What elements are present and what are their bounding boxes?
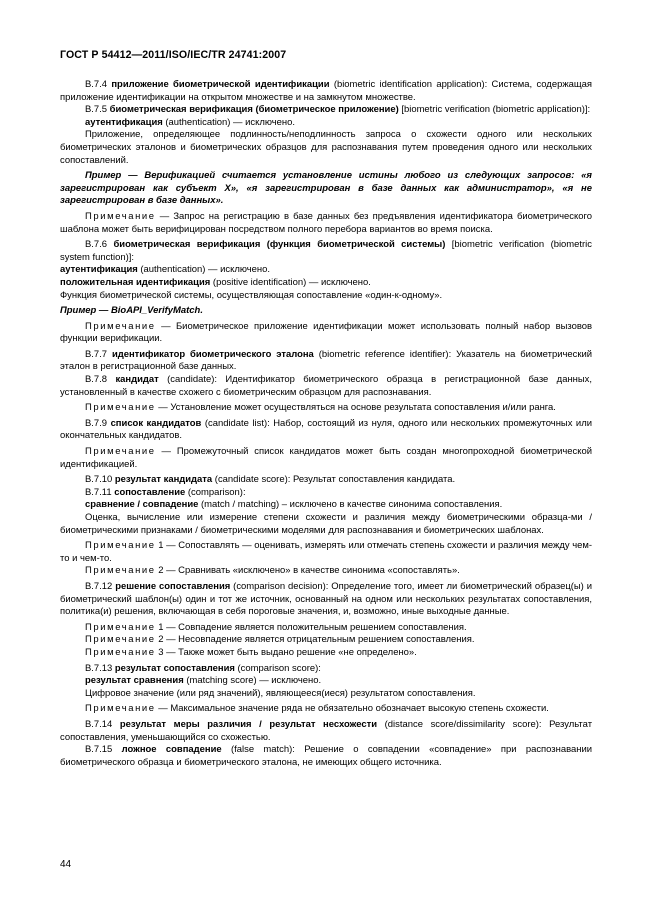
entry-b75: В.7.5 биометрическая верификация (биометрическое приложение) [biometric verification (biometric application)]: (85, 104, 591, 116)
entry-b79: В.7.9 список кандидатов (candidate list): Набор, состоящий из нуля, одного или нескольких промежуточных или окончательных кандидатов. (60, 417, 592, 442)
document-body (60, 79, 592, 769)
term: результат кандидата (114, 474, 213, 486)
term: ложное совпадение (121, 744, 222, 756)
synonym-line: результат сравнения (matching score) — исключено. (85, 675, 322, 687)
entry-b74: В.7.4 приложение биометрической идентификации (biometric identification application): Система, содержащая приложение идентификации на открытом множестве и на замкнутом множестве. (60, 79, 592, 103)
note: Примечание — Запрос на регистрацию в базе данных без предъявления идентификатора биометрического шаблона может быть верифицирован посредством полного перебора вариантов во время поиска. (60, 210, 592, 235)
example: Пример — BioAPI_VerifyMatch. (60, 305, 203, 317)
note: Примечание 2 — Несовпадение является отрицательным решением сопоставления. (85, 634, 475, 646)
page-number: 44 (60, 859, 72, 870)
term: приложение биометрической идентификации (111, 79, 330, 90)
definition-text: Оценка, вычисление или измерение степени схожести и различия между биометрическими образца-ми / биометрическими признаками / биометрическими моделями для распознавания и биометрических шаблонах. (60, 512, 592, 536)
definition-text: Цифровое значение (или ряд значений), являющееся(иеся) результатом сопоставления. (85, 687, 476, 699)
term: сопоставление (114, 486, 186, 498)
synonym-line: положительная идентификация (positive identification) — исключено. (60, 276, 371, 288)
entry-b714: В.7.14 результат меры различия / результат несхожести (distance score/dissimilarity score): Результат сопоставления, уменьшающийся со схожестью. (60, 718, 593, 743)
note: Примечание — Биометрическое приложение идентификации может использовать полный набор вызовов функции верификации. (60, 320, 593, 345)
entry-b715: В.7.15 ложное совпадение (false match): Решение о совпадении «совпадение» при распознавании биометрического образца и биометрического эталона, не имеющих общего источника. (60, 744, 593, 768)
example: Пример — Верификацией считается установление истины любого из следующих запросов: «я зарегистрирован как субъект Х», «я зарегистрирован в базе данных как администратор», «я не зарегистрирован в базе данных». (60, 170, 592, 207)
term: результат меры различия / результат несхожести (119, 718, 378, 730)
note: Примечание — Установление может осуществляться на основе результата сопоставления и/или ранга. (85, 402, 556, 414)
term: список кандидатов (110, 417, 202, 429)
note: Примечание 1 — Сопоставлять — оценивать, измерять или отмечать степень схожести и различия между чем-то и чем-то. (60, 540, 593, 564)
document-header: ГОСТ Р 54412—2011/ISO/IEC/TR 24741:2007 (60, 49, 287, 61)
term: кандидат (115, 374, 159, 386)
entry-b710: В.7.10 результат кандидата (candidate score): Результат сопоставления кандидата. (85, 474, 456, 486)
term: биометрическая верификация (биометрическое приложение) (109, 104, 399, 116)
term: биометрическая верификация (функция биометрической системы) (113, 239, 446, 251)
note: Примечание — Максимальное значение ряда не обязательно обозначает высокую степень схожести. (85, 703, 549, 715)
note: Примечание 2 — Сравнивать «исключено» в качестве синонима «сопоставлять». (85, 565, 460, 577)
synonym-line: аутентификация (authentication) — исключено. (85, 116, 295, 128)
synonym-line: сравнение / совпадение (match / matching) – исключено в качестве синонима сопоставления. (85, 499, 503, 511)
term: результат сопоставления (114, 662, 235, 674)
entry-b712: В.7.12 решение сопоставления (comparison decision): Определение того, имеет ли биометрический образец(ы) и биометрический шаблон(ы) один и тот же источник, основанный на одном или нескольких результатах сопоставления, политика(и) решения, включающая в себя пороговые значения, и, возможно, иные выходные данные. (60, 580, 592, 618)
synonym-line: аутентификация (authentication) — исключено. (60, 264, 270, 276)
entry-b78: В.7.8 кандидат (candidate): Идентификатор биометрического образца в регистрационной базе данных, установленный в качестве схожего с биометрическим образцом для распознавания. (60, 374, 592, 398)
definition-text: Приложение, определяющее подлинность/неподлинность запроса о схожести одного или нескольких биометрических эталонов и биометрических образцов для распознавания путем проведения одного или нескольких сопоставлений. (60, 129, 592, 166)
note: Примечание — Промежуточный список кандидатов может быть создан многопроходной биометрической идентификацией. (60, 446, 592, 470)
note: Примечание 1 — Совпадение является положительным решением сопоставления. (85, 621, 467, 633)
term: идентификатор биометрического эталона (111, 348, 314, 360)
entry-b711: В.7.11 сопоставление (comparison): (85, 486, 246, 498)
definition-text: Функция биометрической системы, осуществляющая сопоставление «один-к-одному». (60, 289, 443, 301)
note: Примечание 3 — Также может быть выдано решение «не определено». (85, 646, 417, 658)
term: решение сопоставления (115, 580, 231, 592)
entry-b76: В.7.6 биометрическая верификация (функция биометрической системы) [biometric verification (biometric system function)]: (60, 239, 592, 263)
entry-b713: В.7.13 результат сопоставления (comparison score): (85, 662, 321, 674)
entry-b77: В.7.7 идентификатор биометрического эталона (biometric reference identifier): Указатель на биометрический эталон в регистрационной базе данных. (60, 348, 593, 373)
